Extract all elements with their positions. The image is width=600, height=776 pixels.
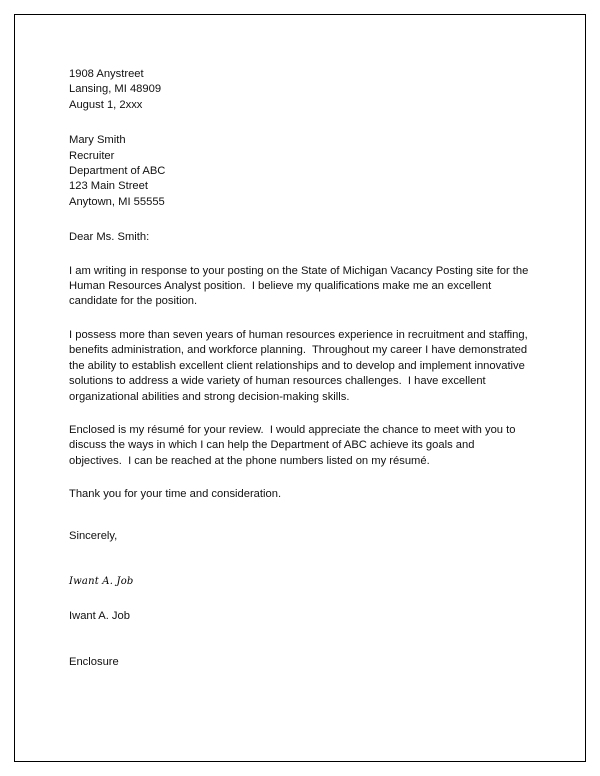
body-paragraph-3: Enclosed is my résumé for your review. I would appreciate the chance to meet with you to discuss the ways in which I can help the Department of ABC achieve its goals and objectives. I can be reached at the phone numbers listed on my résumé. [69,423,519,467]
recipient-name: Mary Smith [69,134,126,147]
recipient-city-state-zip: Anytown, MI 55555 [69,195,165,208]
sender-address-line-2: Lansing, MI 48909 [69,83,162,96]
sender-address-line-1: 1908 Anystreet [69,68,144,80]
closing: Sincerely, [69,529,118,542]
handwritten-signature: Iwant A. Job [69,575,134,587]
body-paragraph-2: I possess more than seven years of human resources experience in recruitment and staffing, benefits administration, and workforce planning. Throughout my career I have demonstrated the ability to establish excellent client relationships and to develop and implement innovative solutions to address a wide variety of human resources challenges. I have excellent organizational abilities and strong decision-making skills. [69,328,531,403]
recipient-address-block [69,133,529,210]
salutation: Dear Ms. Smith: [69,231,150,244]
body-paragraph-4: Thank you for your time and consideration. [69,488,282,501]
body-paragraph-1: I am writing in response to your posting on the State of Michigan Vacancy Posting site for the Human Resources Analyst position. I believe my qualifications make me an excellent candidate for the position. [69,264,532,308]
letter-sheet [14,14,586,762]
recipient-title: Recruiter [69,149,115,162]
sender-date-line: August 1, 2xxx [69,98,143,111]
recipient-street: 123 Main Street [69,180,148,193]
signer-name: Iwant A. Job [69,610,130,623]
enclosure-note: Enclosure [69,655,119,668]
sender-address-block [69,67,529,113]
recipient-organization: Department of ABC [69,165,166,178]
letter-body [69,67,532,670]
